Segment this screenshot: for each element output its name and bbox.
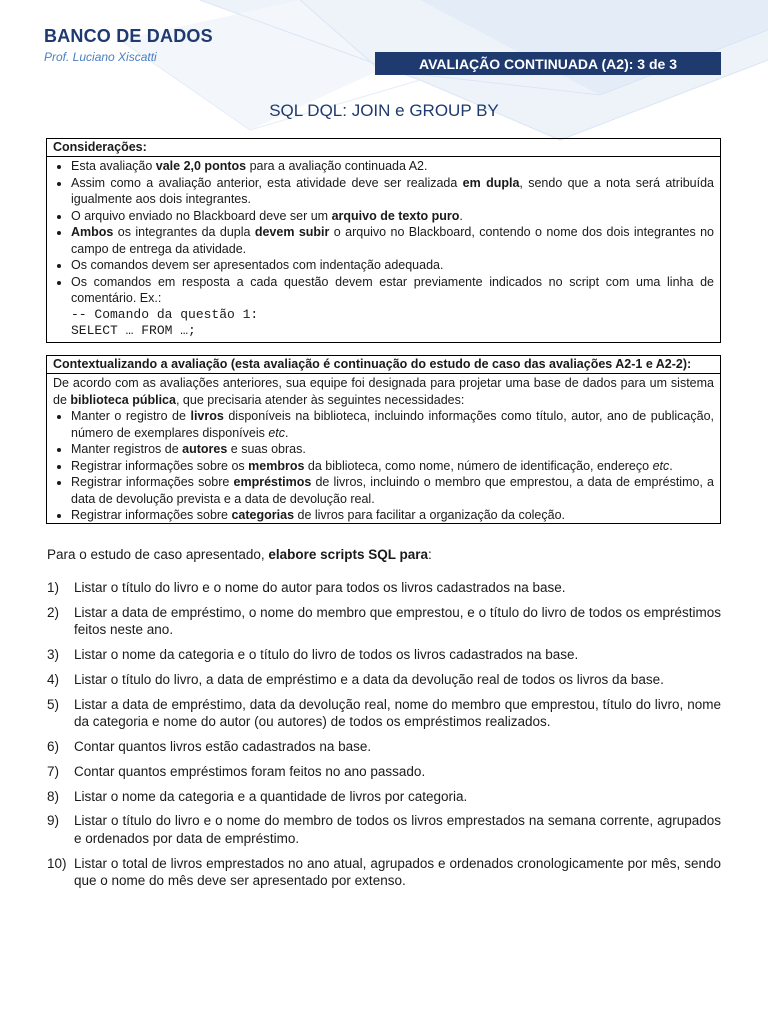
list-item (71, 175, 714, 208)
bold-text: livros (190, 409, 224, 423)
task-text: Listar o nome da categoria e o título do livro de todos os livros cadastrados na base. (74, 647, 579, 663)
bold-text: categorias (231, 508, 295, 522)
task-number: 6) (47, 738, 60, 754)
task-number: 7) (47, 763, 60, 779)
considerations-list (53, 158, 714, 339)
context-box (46, 355, 721, 524)
task-text: Listar o título do livro e o nome do membro de todos os livros emprestados na semana corrente, agrupados e ordenados por data de empréstimo. (74, 813, 721, 846)
context-list (53, 408, 714, 524)
bold-text: vale 2,0 pontos (155, 159, 247, 173)
considerations-heading: Considerações: (47, 139, 720, 157)
task-intro (47, 547, 432, 562)
text-run: , sendo que a nota será atribuída igualmente aos dois integrantes. (71, 175, 715, 206)
text-run: os integrantes da dupla (113, 225, 255, 239)
task-number: 4) (47, 671, 60, 687)
task-text: Listar o total de livros emprestados no ano atual, agrupados e ordenados cronologicamente por mês, sendo que o nome do mês deve ser apresentado por extenso. (74, 855, 721, 889)
text-run: Os comandos devem ser apresentados com indentação adequada. (71, 258, 444, 272)
task-text: Listar o título do livro e o nome do autor para todos os livros cadastrados na base. (74, 580, 566, 595)
text-run: De acordo com as avaliações anteriores, sua equipe foi designada para projetar uma base de dados para um sistema de (53, 376, 714, 407)
task-text: Listar a data de empréstimo, o nome do membro que emprestou, e o título do livro de todos os empréstimos feitos neste ano. (74, 604, 721, 638)
list-item (71, 458, 714, 475)
text-run: de livros para facilitar a organização da coleção. (294, 508, 565, 522)
text-run: para a avaliação continuada A2. (246, 159, 428, 173)
task-text: Contar quantos livros estão cadastrados na base. (74, 738, 372, 754)
bold-text: arquivo de texto puro (331, 208, 460, 223)
document-title: SQL DQL: JOIN e GROUP BY (269, 101, 499, 120)
task-text: Listar a data de empréstimo, data da devolução real, nome do membro que emprestou, título do livro, nome da categoria e nome do autor (ou autores) de todos os empréstimos realizados. (74, 696, 721, 730)
bold-text: elabore scripts SQL para (268, 547, 428, 562)
list-item (71, 158, 714, 175)
task-item (47, 763, 721, 781)
text-run: : (427, 547, 432, 562)
text-run: . (459, 208, 463, 223)
list-item (71, 274, 714, 339)
text-run: Assim como a avaliação anterior, esta atividade deve ser realizada (71, 175, 463, 190)
text-run: , que precisaria atender às seguintes necessidades: (175, 392, 465, 407)
text-run: . (285, 425, 289, 440)
list-item (71, 208, 714, 225)
code-example-line: SELECT … FROM …; (71, 322, 196, 338)
task-number: 1) (47, 580, 60, 595)
context-heading: Contextualizando a avaliação (esta avaliação é continuação do estudo de caso das avaliações A2-1 e A2-2): (47, 356, 720, 374)
task-item (47, 738, 721, 756)
task-item (47, 671, 721, 689)
text-run: Registrar informações sobre os (71, 458, 249, 473)
evaluation-banner (375, 52, 721, 75)
task-number: 8) (47, 788, 60, 804)
course-title: BANCO DE DADOS (44, 26, 213, 46)
list-item (71, 257, 714, 274)
task-text: Contar quantos empréstimos foram feitos no ano passado. (74, 763, 426, 779)
bold-text: devem subir (254, 225, 330, 239)
text-run: Os comandos em resposta a cada questão devem estar previamente indicados no script com uma linha de comentário. Ex.: (71, 274, 714, 305)
task-item (47, 855, 721, 890)
text-run: de livros, incluindo o membro que emprestou, a data de empréstimo, a data de devolução prevista e a data de devolução real. (71, 475, 714, 506)
evaluation-banner-text: AVALIAÇÃO CONTINUADA (A2): 3 de 3 (419, 55, 677, 72)
considerations-box (46, 138, 721, 343)
text-run: Registrar informações sobre (71, 475, 234, 489)
task-number: 2) (47, 604, 60, 620)
text-run: e suas obras. (227, 442, 306, 456)
professor-name: Prof. Luciano Xiscatti (44, 50, 157, 64)
list-item (71, 474, 714, 507)
task-item (47, 696, 721, 731)
italic-text: etc (268, 425, 286, 440)
task-text: Listar o título do livro, a data de empréstimo e a data da devolução real de todos os livros da base. (74, 671, 664, 687)
text-run: O arquivo enviado no Blackboard deve ser um (71, 208, 332, 223)
bold-text: membros (248, 458, 305, 473)
task-number: 5) (47, 696, 60, 712)
text-run: Para o estudo de caso apresentado, (47, 547, 269, 562)
code-example-line: -- Comando da questão 1: (71, 306, 259, 322)
text-run: Manter o registro de (71, 409, 191, 423)
task-list (47, 579, 721, 897)
text-run: Registrar informações sobre (71, 508, 232, 522)
list-item (71, 408, 714, 441)
list-item (71, 224, 714, 257)
italic-text: etc (652, 458, 670, 473)
list-item (71, 507, 714, 524)
task-item (47, 579, 721, 597)
bold-text: em dupla (462, 175, 520, 190)
task-item (47, 788, 721, 806)
text-run: Esta avaliação (71, 159, 156, 173)
task-number: 3) (47, 647, 60, 663)
task-item (47, 812, 721, 847)
text-run: o arquivo no Blackboard, contendo o nome dos dois integrantes no campo de entrega da atividade. (71, 225, 715, 256)
task-number: 10) (47, 855, 67, 871)
task-text: Listar o nome da categoria e a quantidade de livros por categoria. (74, 788, 468, 804)
text-run: disponíveis na biblioteca, incluindo informações como título, autor, ano de publicação, número de exemplares disponíveis (71, 409, 714, 440)
bold-text: Ambos (71, 225, 114, 239)
bold-text: biblioteca pública (70, 392, 176, 407)
task-item (47, 604, 721, 639)
task-item (47, 646, 721, 664)
bold-text: empréstimos (233, 475, 312, 489)
text-run: da biblioteca, como nome, número de identificação, endereço (304, 458, 653, 473)
bold-text: autores (182, 442, 228, 456)
text-run: . (669, 458, 673, 473)
context-intro (53, 375, 714, 408)
task-number: 9) (47, 813, 60, 829)
list-item (71, 441, 714, 458)
text-run: Manter registros de (71, 442, 183, 456)
